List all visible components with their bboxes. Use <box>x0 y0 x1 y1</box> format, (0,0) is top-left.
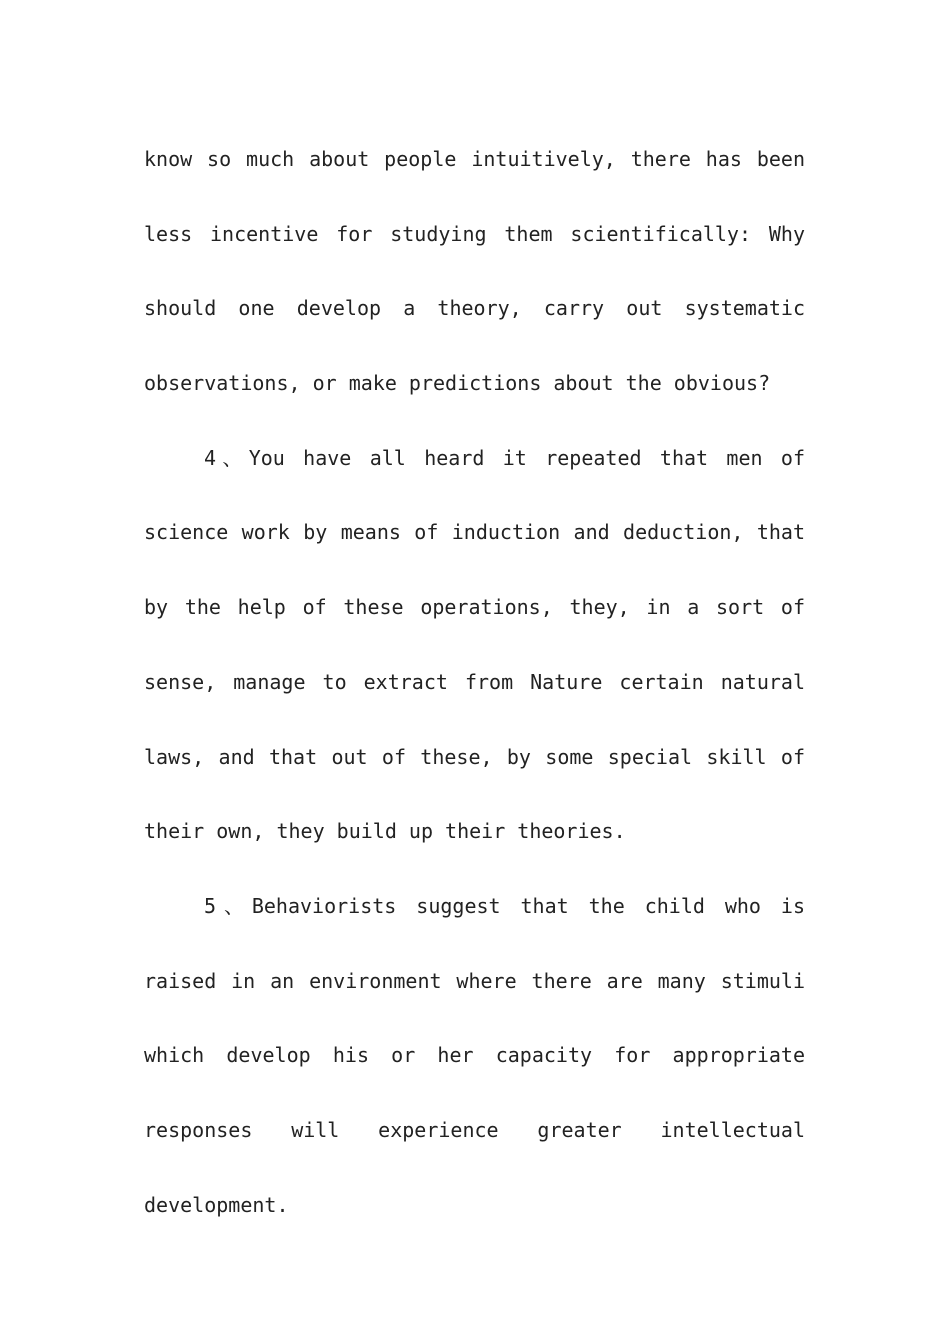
text-line: should one develop a theory, carry out systematic <box>144 296 805 321</box>
text-line: development. <box>144 1192 289 1217</box>
text-line: laws, and that out of these, by some special skill of <box>144 744 805 769</box>
paragraph-4-first-line: 4、You have all heard it repeated that men of <box>204 445 805 470</box>
text-line: know so much about people intuitively, there has been <box>144 147 805 171</box>
text-line: less incentive for studying them scientifically: Why <box>144 221 805 246</box>
text-line: sense, manage to extract from Nature certain natural <box>144 669 805 694</box>
text-line: observations, or make predictions about the obvious? <box>144 371 771 396</box>
document-body <box>144 122 805 1242</box>
text-line: which develop his or her capacity for appropriate <box>144 1043 805 1068</box>
text-line: by the help of these operations, they, in a sort of <box>144 595 805 620</box>
text-line: science work by means of induction and deduction, that <box>144 520 805 545</box>
paragraph-5-first-line: 5、Behaviorists suggest that the child who is <box>204 893 805 918</box>
text-line: raised in an environment where there are many stimuli <box>144 968 805 993</box>
text-line: responses will experience greater intellectual <box>144 1117 805 1142</box>
text-line: their own, they build up their theories. <box>144 819 626 844</box>
